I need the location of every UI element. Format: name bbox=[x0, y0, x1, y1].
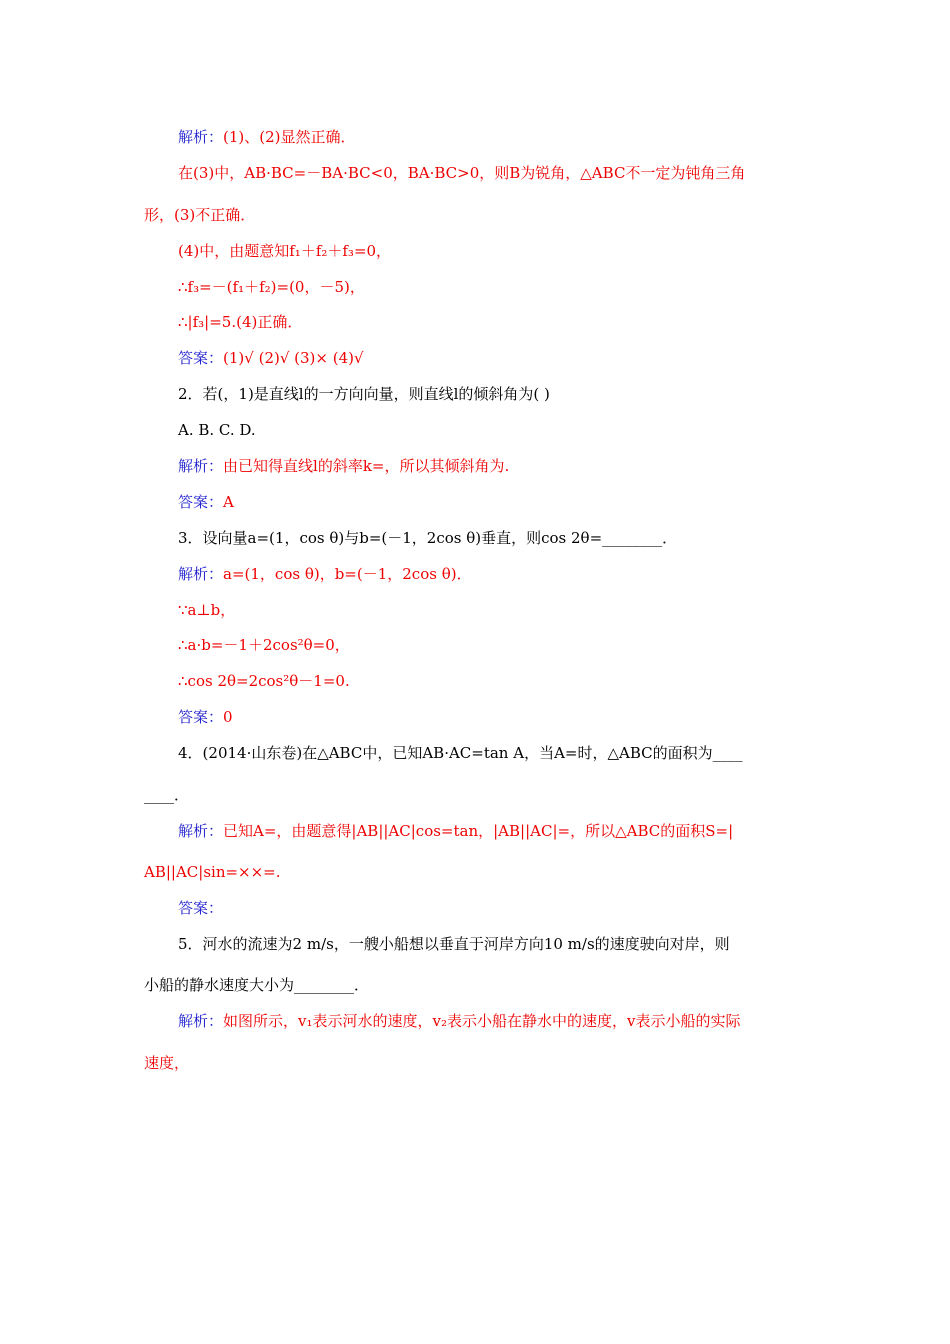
solution-line: 速度， bbox=[144, 1054, 190, 1072]
question-3: 3．设向量a=(1，cos θ)与b=(－1，2cos θ)垂直，则cos 2θ=________． bbox=[178, 529, 678, 547]
solution-label: 解析： bbox=[178, 457, 224, 475]
solution-line: AB||AC|sin=××=. bbox=[144, 863, 281, 881]
solution-line bbox=[178, 127, 356, 147]
solution-line: 在(3)中，AB·BC=－BA·BC<0，BA·BC>0，则B为锐角，△ABC不一定为钝角三角 bbox=[178, 164, 746, 182]
answer-text: A bbox=[223, 493, 234, 511]
answer-text: (1)√ (2)√ (3)× (4)√ bbox=[223, 349, 364, 367]
solution-line bbox=[178, 564, 472, 584]
solution-line: ∵a⊥b， bbox=[178, 601, 236, 619]
question-4-continued: ____． bbox=[144, 786, 190, 804]
solution-line: ∴a·b=－1＋2cos²θ=0， bbox=[178, 636, 350, 654]
solution-line: ∴|f₃|=5.(4)正确． bbox=[178, 313, 303, 331]
solution-line: ∴cos 2θ=2cos²θ－1=0. bbox=[178, 672, 350, 690]
question-2: 2．若(，1)是直线l的一方向向量，则直线l的倾斜角为( ) bbox=[178, 385, 550, 403]
solution-text: 如图所示，v₁表示河水的速度，v₂表示小船在静水中的速度，v表示小船的实际 bbox=[223, 1012, 741, 1030]
solution-line bbox=[178, 821, 733, 841]
solution-line: 形，(3)不正确． bbox=[144, 206, 256, 224]
solution-label: 解析： bbox=[178, 822, 224, 840]
solution-text: 已知A=，由题意得|AB||AC|cos=tan，|AB||AC|=，所以△ABC的面积S=| bbox=[223, 822, 734, 840]
solution-line bbox=[178, 1011, 740, 1031]
question-5-continued: 小船的静水速度大小为________． bbox=[144, 976, 370, 994]
solution-line: ∴f₃=－(f₁＋f₂)=(0，－5)， bbox=[178, 278, 365, 296]
solution-label: 解析： bbox=[178, 1012, 224, 1030]
question-options: A. B. C. D. bbox=[178, 421, 256, 439]
answer-label: 答案： bbox=[178, 349, 224, 367]
answer-line bbox=[178, 492, 234, 512]
answer-line bbox=[178, 348, 364, 368]
solution-label: 解析： bbox=[178, 565, 224, 583]
answer-label: 答案： bbox=[178, 899, 224, 917]
solution-line: (4)中，由题意知f₁＋f₂＋f₃=0， bbox=[178, 242, 392, 260]
answer-line bbox=[178, 898, 223, 918]
question-4: 4．(2014·山东卷)在△ABC中，已知AB·AC=tan A，当A=时，△ABC的面积为____ bbox=[178, 744, 743, 762]
question-5: 5．河水的流速为2 m/s，一艘小船想以垂直于河岸方向10 m/s的速度驶向对岸，则 bbox=[178, 935, 730, 953]
answer-text: 0 bbox=[223, 708, 233, 726]
answer-label: 答案： bbox=[178, 708, 224, 726]
solution-line bbox=[178, 456, 509, 476]
solution-text: 由已知得直线l的斜率k=，所以其倾斜角为. bbox=[223, 457, 510, 475]
solution-label: 解析： bbox=[178, 128, 224, 146]
solution-text: a=(1，cos θ)，b=(－1，2cos θ)． bbox=[223, 565, 472, 583]
solution-text: (1)、(2)显然正确． bbox=[223, 128, 356, 146]
answer-label: 答案： bbox=[178, 493, 224, 511]
answer-line bbox=[178, 707, 233, 727]
